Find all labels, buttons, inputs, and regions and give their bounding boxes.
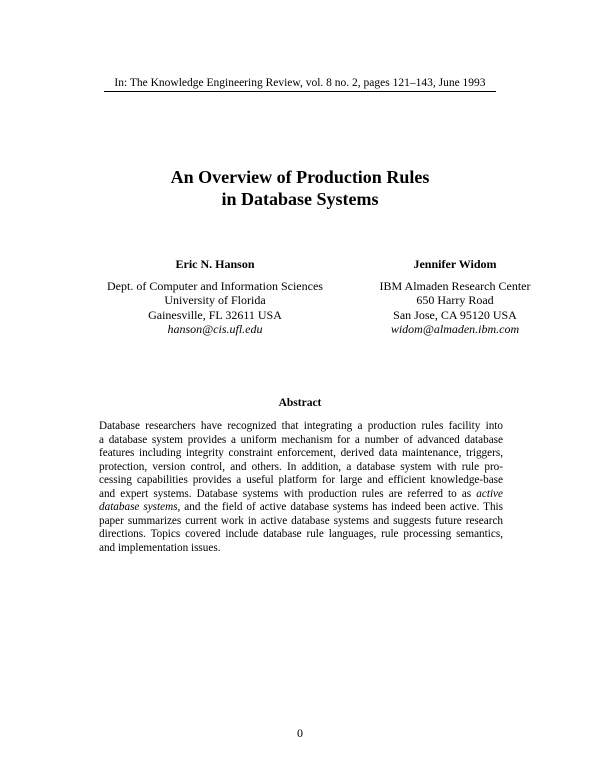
abstract-line: features including integrity constraint enforcement, derived data maintenance, triggers,	[99, 447, 503, 459]
abstract-body	[99, 420, 503, 555]
abstract-line: paper summarizes current work in active database systems and suggests future research	[99, 514, 503, 527]
author-address: Gainesville, FL 32611 USA	[148, 307, 282, 322]
title-line-2: in Database Systems	[221, 189, 379, 209]
author-email: hanson@cis.ufl.edu	[167, 322, 263, 336]
abstract-line-text: and expert systems. Database systems with production rules are referred to as	[99, 487, 472, 500]
author-affiliation: 650 Harry Road	[416, 293, 494, 307]
abstract-line: and implementation issues.	[99, 541, 221, 554]
author-affiliation: University of Florida	[164, 293, 266, 307]
abstract-line	[99, 501, 503, 515]
abstract-line: directions. Topics covered include database rule languages, rule processing semantics,	[99, 528, 503, 540]
abstract-line: cessing capabilities provides a useful platform for large and efficient knowledge-base	[99, 474, 503, 486]
author-affiliation: Dept. of Computer and Information Sciences	[107, 278, 323, 293]
author-address: San Jose, CA 95120 USA	[393, 307, 517, 322]
italic-term: active	[476, 487, 503, 500]
abstract-line	[99, 488, 503, 502]
abstract-line: Database researchers have recognized that integrating a production rules facility into	[99, 420, 503, 432]
citation-header: In: The Knowledge Engineering Review, vol. 8 no. 2, pages 121–143, June 1993	[104, 76, 496, 92]
author-name: Jennifer Widom	[413, 257, 497, 271]
author-affiliation: IBM Almaden Research Center	[379, 278, 531, 293]
title-line-1: An Overview of Production Rules	[170, 167, 430, 187]
italic-term: database systems	[99, 501, 178, 513]
paper-title	[60, 166, 540, 210]
author-block-widom	[330, 257, 580, 337]
abstract-line: protection, version control, and others. In addition, a database system with rule pro-	[99, 460, 503, 473]
abstract-heading: Abstract	[278, 397, 322, 409]
author-email: widom@almaden.ibm.com	[390, 322, 520, 336]
author-name: Eric N. Hanson	[175, 257, 255, 271]
author-block-hanson	[85, 257, 345, 337]
abstract-line: a database system provides a uniform mechanism for a number of advanced database	[99, 433, 503, 446]
page-number: 0	[297, 726, 303, 740]
abstract-line-text: , and the field of active database systems has indeed been active. This	[177, 501, 503, 513]
